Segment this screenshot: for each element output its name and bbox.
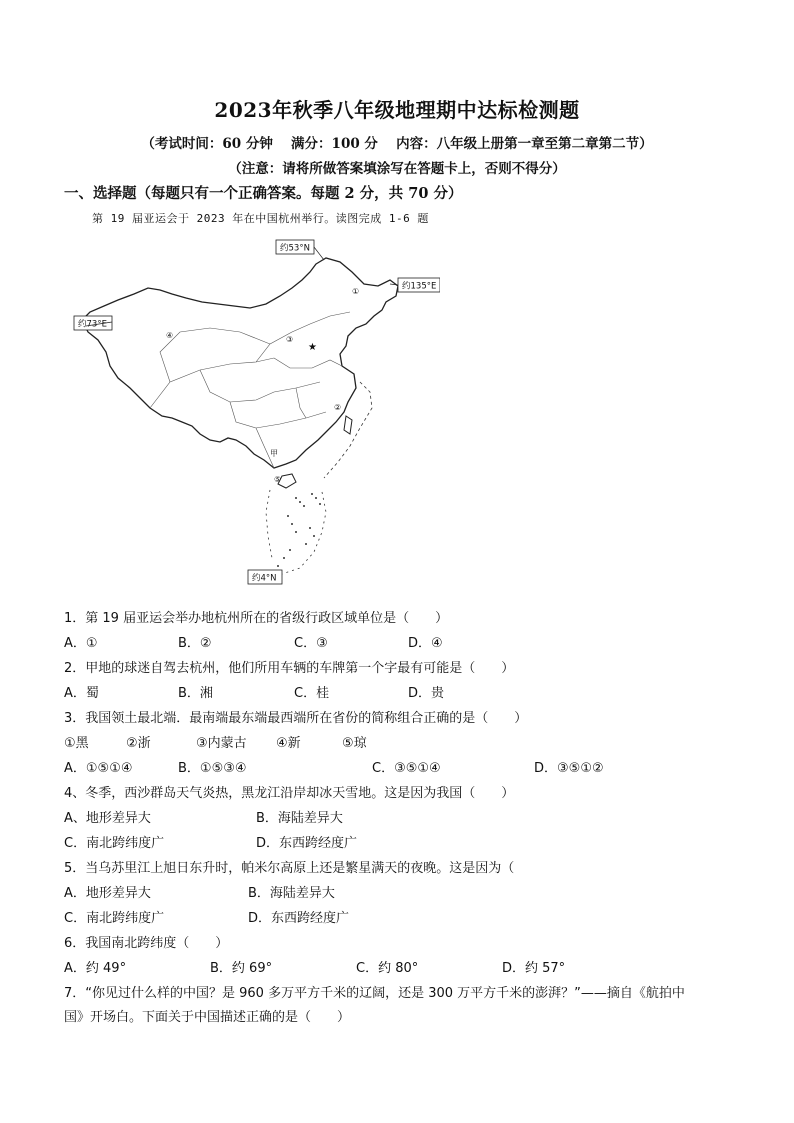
question-7-line2: 国》开场白。下面关于中国描述正确的是（ ） [64,1010,351,1025]
q1-option-a: A．① [64,636,98,651]
q4-option-a: A、地形差异大 [64,811,151,826]
q4-option-d: D．东西跨经度广 [256,836,358,851]
question-7: 7．“你见过什么样的中国？是 960 多万平方千米的辽阔，还是 300 万平方千米的澎湃？”——摘自《航拍中 [64,986,685,1001]
label-east: 约135°E [402,281,437,292]
q4-option-b: B．海陆差异大 [256,811,343,826]
question-2: 2．甲地的球迷自驾去杭州，他们所用车辆的车牌第一个字最有可能是（ ） [64,661,515,676]
q6-option-d: D．约 57° [502,961,566,976]
marker-1: ① [352,287,360,296]
q5-option-b: B．海陆差异大 [248,886,335,901]
q6-option-c: C．约 80° [356,961,419,976]
label-west: 约73°E [78,319,107,330]
q2-option-c: C．桂 [294,686,330,701]
label-north: 约53°N [280,243,310,254]
q6-option-b: B．约 69° [210,961,273,976]
q5-option-c: C．南北跨纬度广 [64,911,165,926]
taiwan-outline [344,416,352,434]
q3-option-b: B．①⑤③④ [178,761,247,776]
question-3: 3．我国领土最北端．最南端最东端最西端所在省份的简称组合正确的是（ ） [64,711,528,726]
question-5: 5．当乌苏里江上旭日东升时，帕米尔高原上还是繁星满天的夜晚。这是因为（ [64,861,515,876]
q6-option-a: A．约 49° [64,961,127,976]
exam-notice: （注意：请将所做答案填涂写在答题卡上，否则不得分） [228,161,566,177]
question-1: 1．第 19 届亚运会举办地杭州所在的省级行政区域单位是（ ） [64,611,449,626]
q3-sub-3: ③内蒙古 [196,736,247,751]
marker-jia: 甲 [270,449,278,458]
q2-option-a: A．蜀 [64,686,99,701]
q4-option-c: C．南北跨纬度广 [64,836,165,851]
marker-4: ④ [166,331,174,340]
exam-info: （考试时间：60 分钟 满分：100 分 内容：八年级上册第一章至第二章第二节） [141,136,653,152]
marker-3: ③ [286,335,294,344]
q1-option-d: D．④ [408,636,443,651]
q2-option-d: D．贵 [408,686,445,701]
q5-option-a: A．地形差异大 [64,886,151,901]
q3-option-a: A．①⑤①④ [64,761,133,776]
q5-option-d: D．东西跨经度广 [248,911,350,926]
marker-5: ⑤ [274,475,282,484]
q3-sub-2: ②浙 [126,736,151,751]
q3-option-d: D．③⑤①② [534,761,604,776]
q3-sub-4: ④新 [276,736,301,751]
exam-title: 2023年秋季八年级地理期中达标检测题 [214,98,580,122]
map-intro: 第 19 届亚运会于 2023 年在中国杭州举行。读图完成 1-6 题 [92,212,429,225]
q2-option-b: B．湘 [178,686,213,701]
q3-option-c: C．③⑤①④ [372,761,441,776]
section-heading: 一、选择题（每题只有一个正确答案。每题 2 分，共 70 分） [64,185,463,202]
label-south: 约4°N [252,573,277,584]
q1-option-b: B．② [178,636,212,651]
china-map [60,232,440,592]
q1-option-c: C．③ [294,636,328,651]
capital-star-icon: ★ [308,342,317,353]
q3-sub-5: ⑤琼 [342,736,367,751]
question-4: 4、冬季，西沙群岛天气炎热，黑龙江沿岸却冰天雪地。这是因为我国（ ） [64,786,515,801]
question-6: 6．我国南北跨纬度（ ） [64,936,229,951]
q3-sub-1: ①黑 [64,736,89,751]
marker-2: ② [334,403,342,412]
